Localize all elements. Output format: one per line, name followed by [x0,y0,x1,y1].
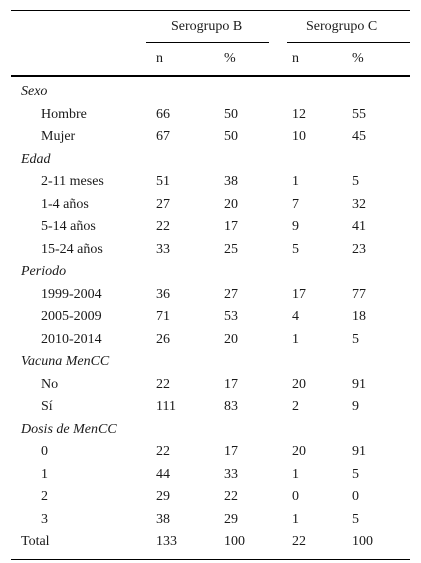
table-row [11,486,410,509]
c-n-cell: 1 [292,331,299,347]
b-n-cell: 71 [156,309,170,324]
c-pct-cell: 5 [352,511,359,527]
b-n-cell: 33 [156,241,170,257]
c-pct-cell: 41 [352,219,366,234]
b-n-cell: 44 [156,466,170,482]
section-title: Sexo [21,84,48,99]
serogroup-table [11,10,410,560]
row-label: Mujer [41,129,76,144]
b-n-cell: 22 [156,219,170,234]
b-pct-cell: 17 [224,376,238,392]
table-row [11,171,410,194]
b-pct-cell: 50 [224,106,238,122]
total-label: Total [21,534,50,549]
row-label: Hombre [41,106,87,122]
c-pct-cell: 77 [352,286,366,302]
c-n-cell: 17 [292,286,306,302]
table-row [11,509,410,532]
serogroup-b-header: Serogrupo B [171,19,243,34]
table-row [11,329,410,352]
row-label: Sí [41,399,53,414]
c-pct-cell: 5 [352,466,359,482]
table-row [11,441,410,464]
total-row [11,531,410,554]
c-pct-cell: 45 [352,129,366,144]
section-title: Vacuna MenCC [21,354,110,369]
c-n-header: n [292,51,299,66]
b-pct-cell: 53 [224,309,238,324]
section-title: Edad [21,151,51,167]
c-n-cell: 1 [292,466,299,482]
c-pct-cell: 5 [352,331,359,347]
table-row [11,104,410,127]
b-pct-cell: 17 [224,444,238,459]
c-pct-cell: 23 [352,241,366,257]
b-pct-cell: 27 [224,286,238,302]
c-pct-header: % [352,51,364,66]
row-label: 0 [41,444,48,459]
c-pct-cell: 91 [352,376,366,392]
b-pct-cell: 25 [224,241,238,257]
total-c-n-cell: 22 [292,534,306,549]
table-row [11,284,410,307]
total-b-n-cell: 133 [156,534,177,549]
row-label: 2 [41,489,48,504]
b-pct-cell: 20 [224,196,238,212]
c-n-cell: 2 [292,399,299,414]
row-label: 2010-2014 [41,331,102,347]
c-pct-cell: 9 [352,399,359,414]
b-pct-cell: 17 [224,219,238,234]
table-row [11,374,410,397]
b-pct-cell: 50 [224,129,238,144]
b-n-cell: 29 [156,489,170,504]
c-n-cell: 0 [292,489,299,504]
c-pct-cell: 0 [352,489,359,504]
table-row [11,239,410,262]
b-pct-cell: 29 [224,511,238,527]
row-label: 2-11 meses [41,174,104,189]
b-pct-header: % [224,51,236,66]
table-row [11,126,410,149]
c-n-cell: 20 [292,444,306,459]
section-row [11,351,410,374]
row-label: 5-14 años [41,219,96,234]
b-n-cell: 66 [156,106,170,122]
b-n-header: n [156,51,163,66]
row-label: No [41,376,59,392]
b-n-cell: 22 [156,444,170,459]
b-pct-cell: 22 [224,489,238,504]
c-n-cell: 9 [292,219,299,234]
section-title: Periodo [21,264,67,279]
total-b-pct-cell: 100 [224,534,245,549]
b-n-cell: 51 [156,174,170,189]
c-pct-cell: 18 [352,309,366,324]
c-n-cell: 1 [292,511,299,527]
section-title: Dosis de MenCC [21,421,117,437]
section-row [11,149,410,172]
table-row [11,396,410,419]
group-header-row [11,11,410,43]
c-pct-cell: 91 [352,444,366,459]
b-n-cell: 111 [156,399,176,414]
c-n-cell: 1 [292,174,299,189]
row-label: 2005-2009 [41,309,102,324]
c-n-cell: 10 [292,129,306,144]
row-label: 3 [41,511,48,527]
c-n-cell: 4 [292,309,299,324]
b-n-cell: 38 [156,511,170,527]
row-label: 15-24 años [41,241,103,257]
b-n-cell: 27 [156,196,170,212]
row-label: 1-4 años [41,196,89,212]
section-row [11,419,410,442]
b-pct-cell: 20 [224,331,238,347]
b-n-cell: 36 [156,286,170,302]
row-label: 1999-2004 [41,286,102,302]
table-row [11,306,410,329]
row-label: 1 [41,466,48,482]
b-pct-cell: 33 [224,466,238,482]
b-pct-cell: 38 [224,174,238,189]
c-pct-cell: 5 [352,174,359,189]
b-n-cell: 67 [156,129,170,144]
b-pct-cell: 83 [224,399,238,414]
table-row [11,464,410,487]
c-n-cell: 7 [292,196,299,212]
table-body [11,77,410,559]
serogroup-c-header: Serogrupo C [306,19,378,34]
subheader-row [11,43,410,77]
table-row [11,194,410,217]
table-row [11,216,410,239]
b-n-cell: 26 [156,331,170,347]
c-n-cell: 12 [292,106,306,122]
c-pct-cell: 55 [352,106,366,122]
c-n-cell: 20 [292,376,306,392]
b-n-cell: 22 [156,376,170,392]
section-row [11,261,410,284]
c-n-cell: 5 [292,241,299,257]
c-pct-cell: 32 [352,196,366,212]
total-c-pct-cell: 100 [352,534,373,549]
section-row [11,81,410,104]
